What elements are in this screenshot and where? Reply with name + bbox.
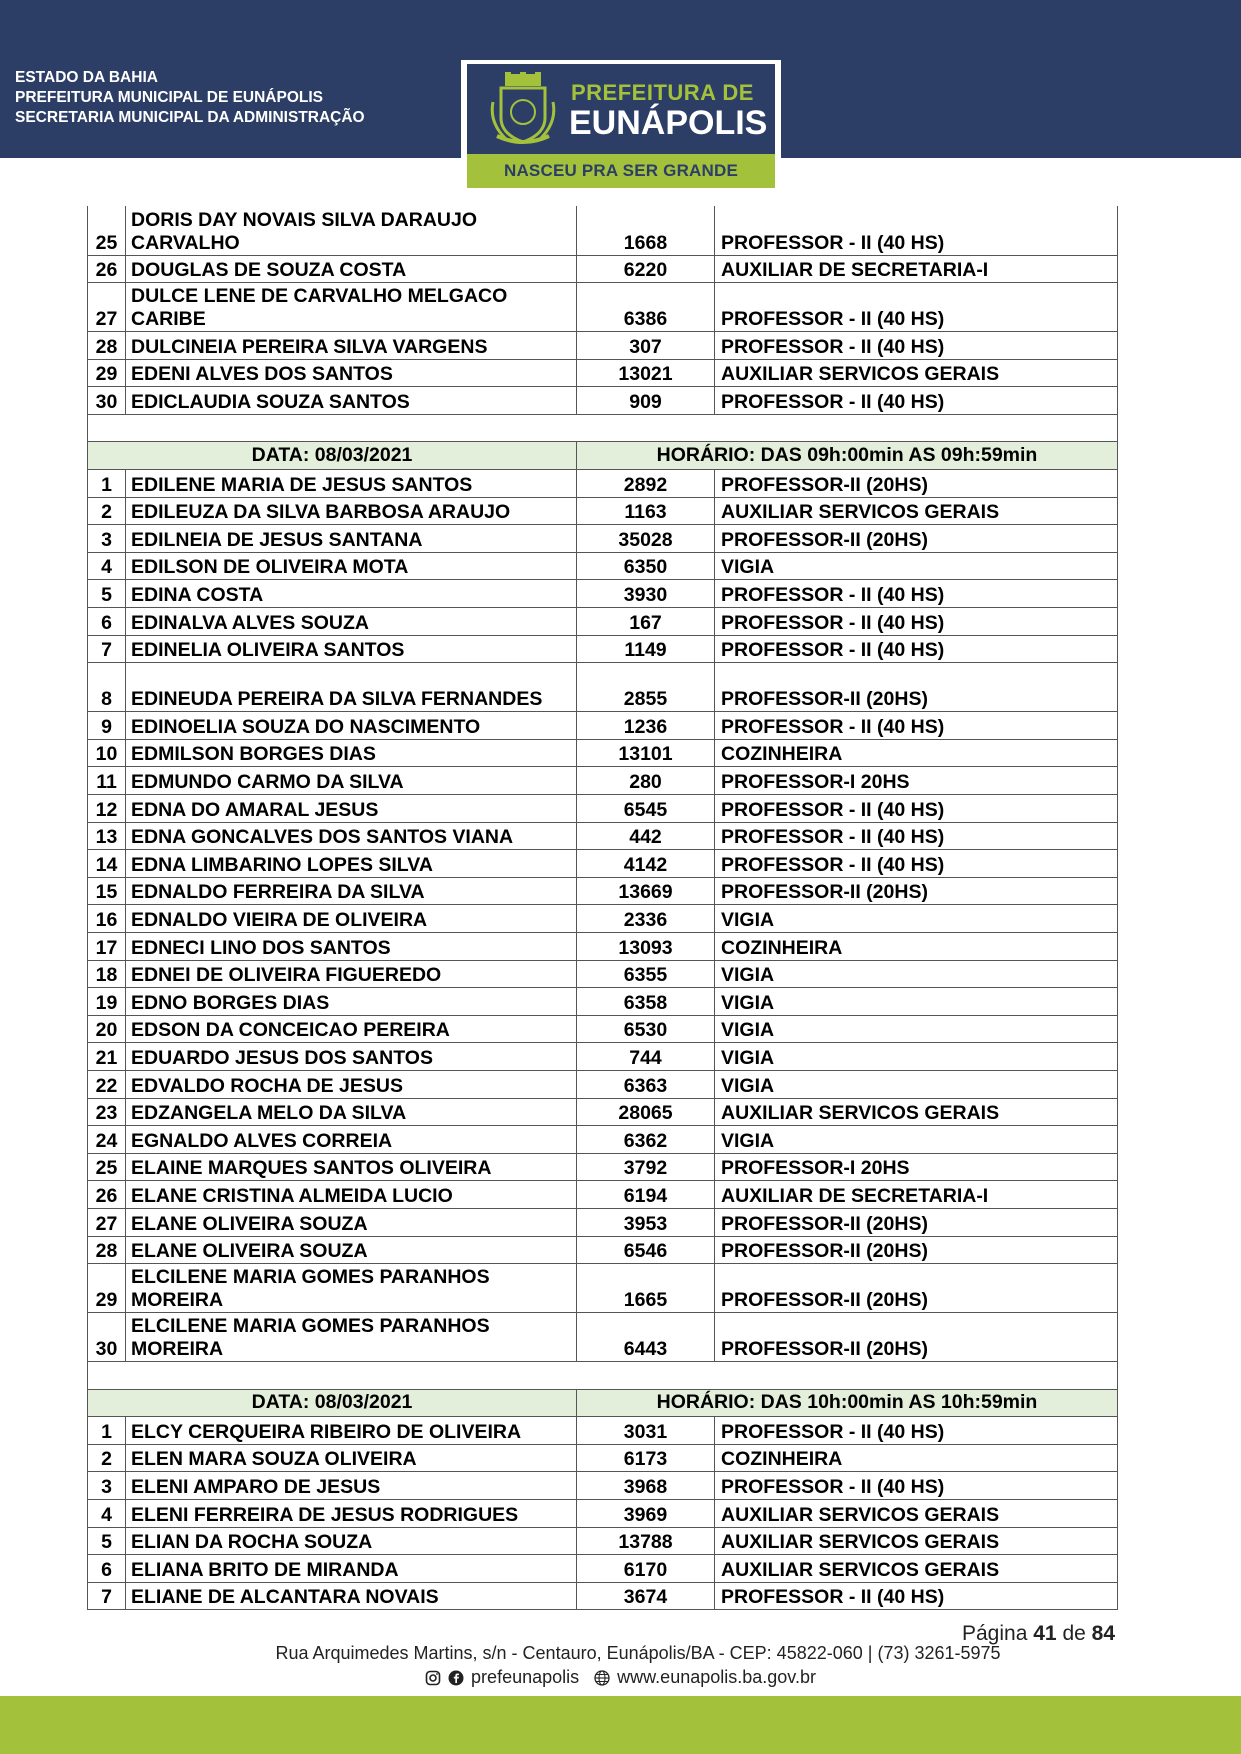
registration-number: 1668	[577, 206, 715, 255]
table-row	[88, 1417, 1118, 1445]
job-title: PROFESSOR - II (40 HS)	[715, 635, 1118, 663]
table-row	[88, 1153, 1118, 1181]
row-number: 27	[88, 1208, 126, 1236]
registration-number: 442	[577, 822, 715, 850]
employee-name: EDNA LIMBARINO LOPES SILVA	[126, 850, 577, 878]
employee-name: ELENI FERREIRA DE JESUS RODRIGUES	[126, 1500, 577, 1528]
table-row	[88, 712, 1118, 740]
job-title: PROFESSOR - II (40 HS)	[715, 1582, 1118, 1610]
registration-number: 3968	[577, 1472, 715, 1500]
row-number: 5	[88, 1527, 126, 1555]
job-title: PROFESSOR-II (20HS)	[715, 877, 1118, 905]
registration-number: 2855	[577, 663, 715, 712]
table-row	[88, 1582, 1118, 1610]
employee-name: ELANE CRISTINA ALMEIDA LUCIO	[126, 1181, 577, 1209]
row-number: 6	[88, 1555, 126, 1583]
table-row	[88, 1015, 1118, 1043]
registration-number: 6220	[577, 255, 715, 283]
job-title: PROFESSOR-II (20HS)	[715, 1313, 1118, 1362]
employee-name: EDINEUDA PEREIRA DA SILVA FERNANDES	[126, 663, 577, 712]
employee-name: ELANE OLIVEIRA SOUZA	[126, 1236, 577, 1264]
registration-number: 909	[577, 387, 715, 415]
job-title: VIGIA	[715, 1126, 1118, 1154]
employee-name: ELENI AMPARO DE JESUS	[126, 1472, 577, 1500]
registration-number: 6350	[577, 552, 715, 580]
job-title: PROFESSOR - II (40 HS)	[715, 795, 1118, 823]
employee-name: DULCE LENE DE CARVALHO MELGACO CARIBE	[126, 283, 577, 332]
employee-name: EDNEI DE OLIVEIRA FIGUEREDO	[126, 960, 577, 988]
page-total: 84	[1091, 1622, 1115, 1645]
table-row	[88, 332, 1118, 360]
row-number: 3	[88, 1472, 126, 1500]
row-number: 13	[88, 822, 126, 850]
job-title: AUXILIAR DE SECRETARIA-I	[715, 1181, 1118, 1209]
registration-number: 6386	[577, 283, 715, 332]
job-title: PROFESSOR - II (40 HS)	[715, 850, 1118, 878]
row-number: 27	[88, 283, 126, 332]
registration-number: 1163	[577, 497, 715, 525]
row-number: 10	[88, 739, 126, 767]
section-time: HORÁRIO: DAS 09h:00min AS 09h:59min	[577, 442, 1118, 470]
table-row	[88, 608, 1118, 636]
row-number: 24	[88, 1126, 126, 1154]
employee-name: EDILENE MARIA DE JESUS SANTOS	[126, 470, 577, 498]
row-number: 28	[88, 332, 126, 360]
table-row	[88, 1070, 1118, 1098]
row-number: 7	[88, 1582, 126, 1610]
row-number: 23	[88, 1098, 126, 1126]
employee-name: ELIAN DA ROCHA SOUZA	[126, 1527, 577, 1555]
registration-number: 167	[577, 608, 715, 636]
row-number: 16	[88, 905, 126, 933]
registration-number: 13093	[577, 932, 715, 960]
row-number: 8	[88, 663, 126, 712]
row-number: 29	[88, 359, 126, 387]
table-row	[88, 580, 1118, 608]
footer-social	[0, 1667, 1241, 1688]
row-number: 12	[88, 795, 126, 823]
coat-of-arms-icon	[487, 72, 559, 150]
job-title: AUXILIAR DE SECRETARIA-I	[715, 255, 1118, 283]
employee-name: ELCILENE MARIA GOMES PARANHOS MOREIRA	[126, 1264, 577, 1313]
employee-name: EDMILSON BORGES DIAS	[126, 739, 577, 767]
logo-slogan: NASCEU PRA SER GRANDE	[467, 154, 775, 188]
registration-number: 13101	[577, 739, 715, 767]
table-row	[88, 206, 1118, 255]
registration-number: 1236	[577, 712, 715, 740]
registration-number: 6173	[577, 1444, 715, 1472]
job-title: VIGIA	[715, 988, 1118, 1016]
website-link[interactable]: www.eunapolis.ba.gov.br	[617, 1667, 816, 1687]
employee-name: EDNALDO FERREIRA DA SILVA	[126, 877, 577, 905]
registration-number: 35028	[577, 525, 715, 553]
employee-name: EDVALDO ROCHA DE JESUS	[126, 1070, 577, 1098]
job-title: PROFESSOR-II (20HS)	[715, 470, 1118, 498]
table-row	[88, 1126, 1118, 1154]
row-number: 19	[88, 988, 126, 1016]
table-row	[88, 1181, 1118, 1209]
header-line-state: ESTADO DA BAHIA	[15, 69, 158, 86]
table-row	[88, 739, 1118, 767]
employee-name: EDENI ALVES DOS SANTOS	[126, 359, 577, 387]
table-row	[88, 283, 1118, 332]
section-time: HORÁRIO: DAS 10h:00min AS 10h:59min	[577, 1389, 1118, 1417]
registration-number: 6355	[577, 960, 715, 988]
row-number: 3	[88, 525, 126, 553]
registration-number: 6170	[577, 1555, 715, 1583]
table-row	[88, 850, 1118, 878]
logo-title-line1: PREFEITURA DE	[571, 80, 754, 105]
table-row	[88, 960, 1118, 988]
job-title: PROFESSOR - II (40 HS)	[715, 332, 1118, 360]
row-number: 17	[88, 932, 126, 960]
registration-number: 2892	[577, 470, 715, 498]
registration-number: 6363	[577, 1070, 715, 1098]
employee-name: DORIS DAY NOVAIS SILVA DARAUJO CARVALHO	[126, 206, 577, 255]
table-row	[88, 767, 1118, 795]
job-title: VIGIA	[715, 1043, 1118, 1071]
employee-name: ELIANE DE ALCANTARA NOVAIS	[126, 1582, 577, 1610]
registration-number: 2336	[577, 905, 715, 933]
job-title: PROFESSOR - II (40 HS)	[715, 387, 1118, 415]
job-title: PROFESSOR - II (40 HS)	[715, 608, 1118, 636]
employee-name: ELCY CERQUEIRA RIBEIRO DE OLIVEIRA	[126, 1417, 577, 1445]
row-number: 9	[88, 712, 126, 740]
job-title: PROFESSOR - II (40 HS)	[715, 1417, 1118, 1445]
header-line-secretariat: SECRETARIA MUNICIPAL DA ADMINISTRAÇÃO	[15, 109, 365, 126]
row-number: 14	[88, 850, 126, 878]
table-row	[88, 525, 1118, 553]
section-header	[88, 1389, 1118, 1417]
row-number: 7	[88, 635, 126, 663]
employee-name: ELANE OLIVEIRA SOUZA	[126, 1208, 577, 1236]
registration-number: 13021	[577, 359, 715, 387]
table-row	[88, 255, 1118, 283]
row-number: 20	[88, 1015, 126, 1043]
registration-number: 3792	[577, 1153, 715, 1181]
registration-number: 3031	[577, 1417, 715, 1445]
job-title: PROFESSOR - II (40 HS)	[715, 283, 1118, 332]
page-current: 41	[1033, 1622, 1057, 1645]
job-title: PROFESSOR-I 20HS	[715, 1153, 1118, 1181]
section-date: DATA: 08/03/2021	[88, 1389, 577, 1417]
employee-name: EDZANGELA MELO DA SILVA	[126, 1098, 577, 1126]
employee-name: EDILNEIA DE JESUS SANTANA	[126, 525, 577, 553]
employee-name: EDINOELIA SOUZA DO NASCIMENTO	[126, 712, 577, 740]
employee-name: EDINALVA ALVES SOUZA	[126, 608, 577, 636]
employee-name: EGNALDO ALVES CORREIA	[126, 1126, 577, 1154]
header-institution	[15, 68, 365, 128]
job-title: PROFESSOR-I 20HS	[715, 767, 1118, 795]
spacer-cell	[88, 1362, 1118, 1390]
table-row	[88, 470, 1118, 498]
table-row	[88, 1500, 1118, 1528]
table-row	[88, 988, 1118, 1016]
row-number: 2	[88, 1444, 126, 1472]
table-row	[88, 905, 1118, 933]
row-number: 6	[88, 608, 126, 636]
registration-number: 28065	[577, 1098, 715, 1126]
row-number: 11	[88, 767, 126, 795]
employee-name: EDNECI LINO DOS SANTOS	[126, 932, 577, 960]
table-row	[88, 359, 1118, 387]
employee-name: EDICLAUDIA SOUZA SANTOS	[126, 387, 577, 415]
job-title: AUXILIAR SERVICOS GERAIS	[715, 1527, 1118, 1555]
registration-number: 13669	[577, 877, 715, 905]
employee-name: ELIANA BRITO DE MIRANDA	[126, 1555, 577, 1583]
job-title: PROFESSOR-II (20HS)	[715, 663, 1118, 712]
section-date: DATA: 08/03/2021	[88, 442, 577, 470]
table-row	[88, 1043, 1118, 1071]
job-title: PROFESSOR-II (20HS)	[715, 1208, 1118, 1236]
job-title: AUXILIAR SERVICOS GERAIS	[715, 1098, 1118, 1126]
table-row	[88, 795, 1118, 823]
job-title: AUXILIAR SERVICOS GERAIS	[715, 359, 1118, 387]
registration-number: 6546	[577, 1236, 715, 1264]
instagram-icon	[425, 1670, 441, 1686]
table-row	[88, 387, 1118, 415]
employee-name: EDILSON DE OLIVEIRA MOTA	[126, 552, 577, 580]
employee-name: DULCINEIA PEREIRA SILVA VARGENS	[126, 332, 577, 360]
registration-number: 3674	[577, 1582, 715, 1610]
schedule-table-container	[87, 206, 1117, 1610]
row-number: 22	[88, 1070, 126, 1098]
registration-number: 6545	[577, 795, 715, 823]
section-header	[88, 442, 1118, 470]
job-title: PROFESSOR-II (20HS)	[715, 1236, 1118, 1264]
employee-name: EDUARDO JESUS DOS SANTOS	[126, 1043, 577, 1071]
table-row	[88, 552, 1118, 580]
registration-number: 6530	[577, 1015, 715, 1043]
footer-address: Rua Arquimedes Martins, s/n - Centauro, Eunápolis/BA - CEP: 45822-060 | (73) 3261-5975	[275, 1643, 1001, 1663]
table-row	[88, 822, 1118, 850]
employee-name: EDNALDO VIEIRA DE OLIVEIRA	[126, 905, 577, 933]
registration-number: 3953	[577, 1208, 715, 1236]
header-line-prefecture: PREFEITURA MUNICIPAL DE EUNÁPOLIS	[15, 89, 324, 106]
row-number: 4	[88, 552, 126, 580]
job-title: PROFESSOR - II (40 HS)	[715, 822, 1118, 850]
table-row	[88, 1313, 1118, 1362]
employee-name: ELEN MARA SOUZA OLIVEIRA	[126, 1444, 577, 1472]
job-title: PROFESSOR - II (40 HS)	[715, 1472, 1118, 1500]
job-title: VIGIA	[715, 1070, 1118, 1098]
registration-number: 6358	[577, 988, 715, 1016]
employee-name: DOUGLAS DE SOUZA COSTA	[126, 255, 577, 283]
table-row	[88, 497, 1118, 525]
row-number: 1	[88, 1417, 126, 1445]
row-number: 25	[88, 1153, 126, 1181]
table-row	[88, 1208, 1118, 1236]
spacer-row	[88, 414, 1118, 442]
registration-number: 1149	[577, 635, 715, 663]
registration-number: 6362	[577, 1126, 715, 1154]
job-title: VIGIA	[715, 552, 1118, 580]
row-number: 28	[88, 1236, 126, 1264]
logo-title-line2: EUNÁPOLIS	[569, 104, 768, 142]
facebook-icon	[448, 1670, 464, 1686]
registration-number: 307	[577, 332, 715, 360]
job-title: VIGIA	[715, 1015, 1118, 1043]
row-number: 4	[88, 1500, 126, 1528]
employee-name: EDNA DO AMARAL JESUS	[126, 795, 577, 823]
job-title: AUXILIAR SERVICOS GERAIS	[715, 1555, 1118, 1583]
employee-name: EDSON DA CONCEICAO PEREIRA	[126, 1015, 577, 1043]
employee-name: ELAINE MARQUES SANTOS OLIVEIRA	[126, 1153, 577, 1181]
table-row	[88, 1264, 1118, 1313]
table-row	[88, 1098, 1118, 1126]
registration-number: 6443	[577, 1313, 715, 1362]
job-title: PROFESSOR-II (20HS)	[715, 1264, 1118, 1313]
row-number: 29	[88, 1264, 126, 1313]
table-row	[88, 663, 1118, 712]
table-row	[88, 1472, 1118, 1500]
logo-top	[467, 64, 775, 154]
table-row	[88, 1444, 1118, 1472]
table-row	[88, 635, 1118, 663]
registration-number: 6194	[577, 1181, 715, 1209]
registration-number: 1665	[577, 1264, 715, 1313]
prefecture-logo	[461, 60, 781, 192]
page-of: de	[1062, 1622, 1086, 1645]
row-number: 26	[88, 255, 126, 283]
table-row	[88, 1555, 1118, 1583]
registration-number: 744	[577, 1043, 715, 1071]
employee-name: EDINELIA OLIVEIRA SANTOS	[126, 635, 577, 663]
registration-number: 3969	[577, 1500, 715, 1528]
row-number: 30	[88, 387, 126, 415]
employee-name: ELCILENE MARIA GOMES PARANHOS MOREIRA	[126, 1313, 577, 1362]
row-number: 5	[88, 580, 126, 608]
spacer-row	[88, 1362, 1118, 1390]
registration-number: 3930	[577, 580, 715, 608]
row-number: 25	[88, 206, 126, 255]
row-number: 15	[88, 877, 126, 905]
job-title: COZINHEIRA	[715, 932, 1118, 960]
row-number: 21	[88, 1043, 126, 1071]
spacer-cell	[88, 414, 1118, 442]
globe-icon	[594, 1670, 610, 1686]
page-label: Página	[962, 1622, 1028, 1645]
employee-name: EDMUNDO CARMO DA SILVA	[126, 767, 577, 795]
table-row	[88, 932, 1118, 960]
employee-name: EDINA COSTA	[126, 580, 577, 608]
row-number: 1	[88, 470, 126, 498]
employee-name: EDNA GONCALVES DOS SANTOS VIANA	[126, 822, 577, 850]
registration-number: 13788	[577, 1527, 715, 1555]
table-row	[88, 1527, 1118, 1555]
table-row	[88, 877, 1118, 905]
table-row	[88, 1236, 1118, 1264]
row-number: 2	[88, 497, 126, 525]
job-title: VIGIA	[715, 960, 1118, 988]
row-number: 30	[88, 1313, 126, 1362]
job-title: AUXILIAR SERVICOS GERAIS	[715, 497, 1118, 525]
job-title: COZINHEIRA	[715, 739, 1118, 767]
row-number: 26	[88, 1181, 126, 1209]
job-title: PROFESSOR-II (20HS)	[715, 525, 1118, 553]
job-title: PROFESSOR - II (40 HS)	[715, 206, 1118, 255]
job-title: AUXILIAR SERVICOS GERAIS	[715, 1500, 1118, 1528]
employee-name: EDNO BORGES DIAS	[126, 988, 577, 1016]
row-number: 18	[88, 960, 126, 988]
footer-band	[0, 1696, 1241, 1754]
schedule-table	[87, 206, 1118, 1610]
job-title: PROFESSOR - II (40 HS)	[715, 580, 1118, 608]
registration-number: 4142	[577, 850, 715, 878]
employee-name: EDILEUZA DA SILVA BARBOSA ARAUJO	[126, 497, 577, 525]
job-title: VIGIA	[715, 905, 1118, 933]
job-title: PROFESSOR - II (40 HS)	[715, 712, 1118, 740]
social-handle[interactable]: prefeunapolis	[471, 1667, 580, 1687]
job-title: COZINHEIRA	[715, 1444, 1118, 1472]
registration-number: 280	[577, 767, 715, 795]
